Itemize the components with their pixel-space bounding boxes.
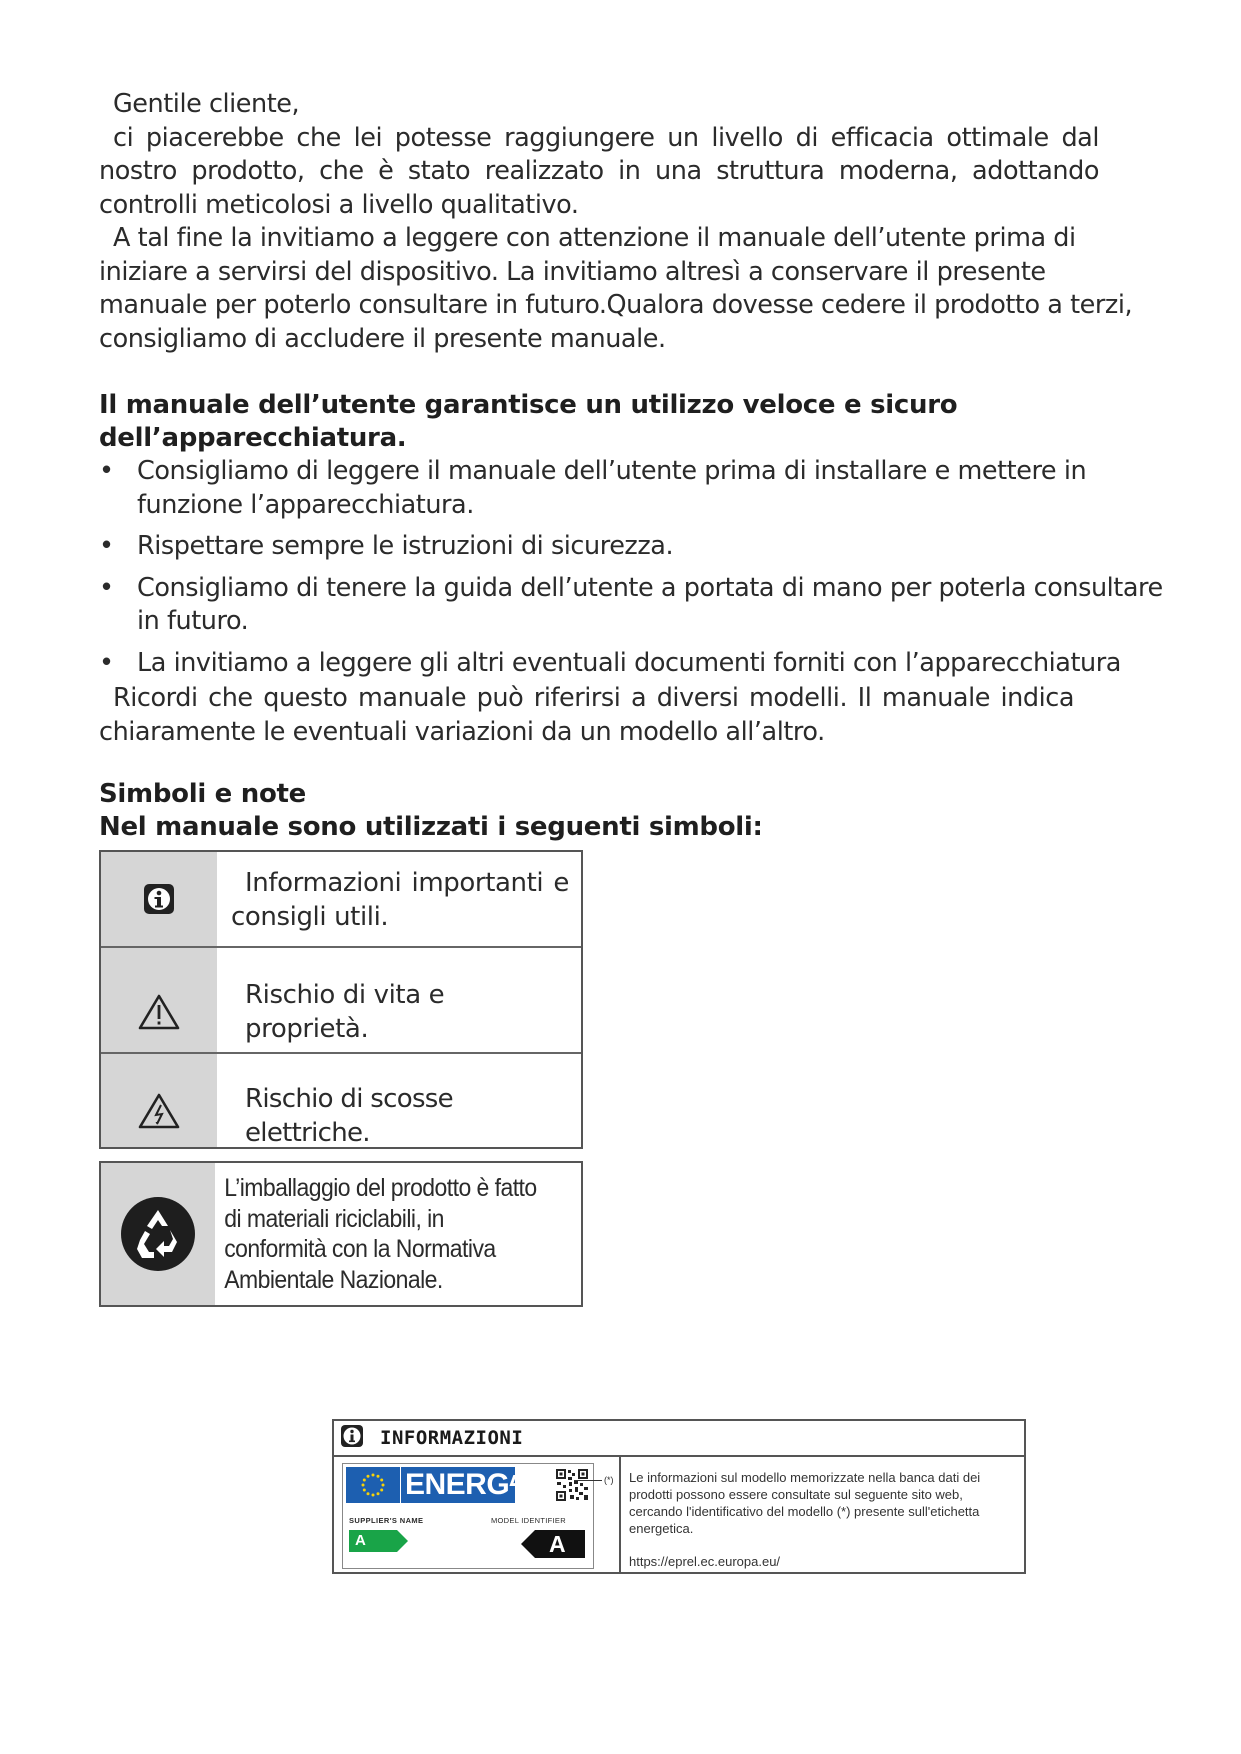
list-item: • Consigliamo di tenere la guida dell’utente a portata di mano per poterla consultare in futuro. (99, 572, 1163, 636)
energy-brand: ENERGϟ (401, 1467, 515, 1503)
energy-label (342, 1463, 594, 1569)
info-description: Le informazioni sul modello memorizzate nella banca dati dei prodotti possono essere consultate sul seguente sito web, cercando l'identificativo del modello (*) presente sull'etichetta energetica. (629, 1470, 981, 1536)
info-icon (340, 1424, 364, 1452)
list-item: • Rispettare sempre le istruzioni di sicurezza. (99, 531, 674, 561)
manual-bullet-list (99, 455, 1169, 680)
info-box (332, 1419, 1026, 1574)
info-icon (101, 852, 217, 946)
model-pointer-line (574, 1480, 602, 1481)
model-identifier: MODEL IDENTIFIER (491, 1516, 566, 1525)
recycle-icon (101, 1163, 215, 1305)
list-item: • Consigliamo di leggere il manuale dell’utente prima di installare e mettere in funzione l’apparecchiatura. (99, 456, 1087, 520)
warning-icon (101, 948, 217, 1052)
eprel-url[interactable]: https://eprel.ec.europa.eu/ (629, 1554, 781, 1569)
intro-paragraph-2: A tal fine la invitiamo a leggere con attenzione il manuale dell’utente prima di iniziare a servirsi del dispositivo. La invitiamo altresì a conservare il presente manuale per poterlo consultare in futuro.Qualora dovesse cedere il prodotto a terzi, consigliamo di accludere il presente manuale. (99, 223, 1133, 354)
symbol-row-info (101, 852, 581, 948)
energy-class-small: A (349, 1530, 409, 1552)
symbols-heading: Simboli e note (99, 779, 306, 809)
symbol-row-warning (101, 948, 581, 1054)
supplier-name: SUPPLIER'S NAME (349, 1516, 424, 1525)
symbol-text-electric: Rischio di scosse elettriche. (245, 1084, 453, 1148)
symbols-subheading: Nel manuale sono utilizzati i seguenti simboli: (99, 812, 763, 842)
model-marker: (*) (604, 1475, 614, 1485)
symbol-text-info: Informazioni importanti e consigli utili. (231, 868, 569, 932)
symbol-text-warning: Rischio di vita e proprietà. (245, 980, 445, 1044)
intro-paragraph-1: ci piacerebbe che lei potesse raggiungere un livello di efficacia ottimale dal nostro prodotto, che è stato realizzato in una struttura moderna, adottando controlli meticolosi a livello qualitativo. (99, 122, 1099, 220)
recycle-notice (99, 1161, 583, 1307)
manual-heading-line2: dell’apparecchiatura. (99, 423, 407, 453)
electric-warning-icon (101, 1054, 217, 1147)
info-box-header (334, 1421, 1024, 1457)
info-box-title: INFORMAZIONI (380, 1427, 524, 1449)
list-item: • La invitiamo a leggere gli altri eventuali documenti forniti con l’apparecchiatura (99, 647, 1121, 678)
lightning-icon: ϟ (509, 1470, 523, 1500)
energy-class-big: A (521, 1530, 585, 1558)
eu-flag-icon (346, 1467, 400, 1503)
models-note: Ricordi che questo manuale può riferirsi a diversi modelli. Il manuale indica chiaramente le eventuali variazioni da un modello all’altro. (99, 683, 1074, 747)
document-page (99, 88, 1169, 1307)
info-box-text (619, 1457, 1023, 1574)
greeting: Gentile cliente, (113, 89, 300, 119)
symbols-table (99, 850, 583, 1149)
manual-heading-line1: Il manuale dell’utente garantisce un utilizzo veloce e sicuro (99, 390, 958, 420)
recycle-text: L’imballaggio del prodotto è fatto di materiali riciclabili, in conformità con la Normativa Ambientale Nazionale. (224, 1174, 537, 1294)
qr-code-icon (555, 1468, 589, 1502)
symbol-row-electric (101, 1054, 581, 1147)
